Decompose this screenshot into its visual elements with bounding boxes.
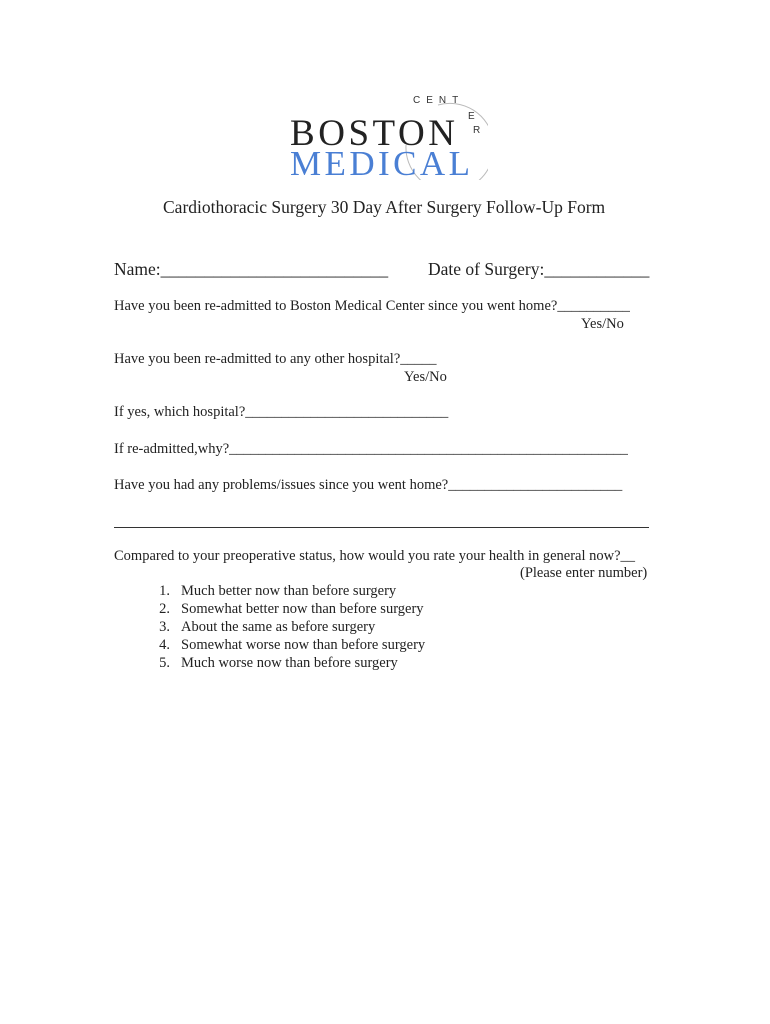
svg-text:E: E bbox=[468, 111, 475, 122]
option-number: 4. bbox=[159, 637, 170, 653]
svg-text:CENT: CENT bbox=[413, 95, 465, 106]
boston-medical-center-logo bbox=[288, 85, 488, 180]
form-title: Cardiothoracic Surgery 30 Day After Surgery Follow-Up Form bbox=[163, 197, 606, 217]
question-health-rating[interactable]: Compared to your preoperative status, how would you rate your health in general now?__ bbox=[114, 548, 636, 564]
question-readmitted-bmc[interactable]: Have you been re-admitted to Boston Medical Center since you went home?__________ bbox=[114, 298, 630, 314]
svg-text:BOSTON: BOSTON bbox=[290, 113, 455, 154]
option-text: Somewhat worse now than before surgery bbox=[181, 637, 426, 653]
question-problems[interactable]: Have you had any problems/issues since you went home?________________________ bbox=[114, 477, 623, 493]
option-number: 3. bbox=[159, 619, 170, 635]
option-text: About the same as before surgery bbox=[181, 619, 376, 635]
yes-no-hint: Yes/No bbox=[581, 316, 624, 332]
name-field[interactable]: Name:__________________________ bbox=[114, 259, 389, 279]
option-text: Somewhat better now than before surgery bbox=[181, 601, 424, 617]
enter-number-hint: (Please enter number) bbox=[520, 565, 648, 581]
question-readmitted-why[interactable]: If re-admitted,why?_______________________________________________________ bbox=[114, 441, 628, 457]
svg-text:MEDICAL: MEDICAL bbox=[290, 144, 470, 180]
question-readmitted-other[interactable]: Have you been re-admitted to any other hospital?_____ bbox=[114, 351, 437, 367]
option-text: Much better now than before surgery bbox=[181, 583, 397, 599]
option-number: 5. bbox=[159, 655, 170, 671]
svg-text:R: R bbox=[473, 125, 481, 136]
answer-line[interactable] bbox=[114, 527, 649, 528]
option-number: 2. bbox=[159, 601, 170, 617]
option-number: 1. bbox=[159, 583, 170, 599]
yes-no-hint: Yes/No bbox=[404, 369, 447, 385]
option-text: Much worse now than before surgery bbox=[181, 655, 398, 671]
date-of-surgery-field[interactable]: Date of Surgery:____________ bbox=[428, 259, 650, 279]
question-which-hospital[interactable]: If yes, which hospital?____________________________ bbox=[114, 404, 449, 420]
